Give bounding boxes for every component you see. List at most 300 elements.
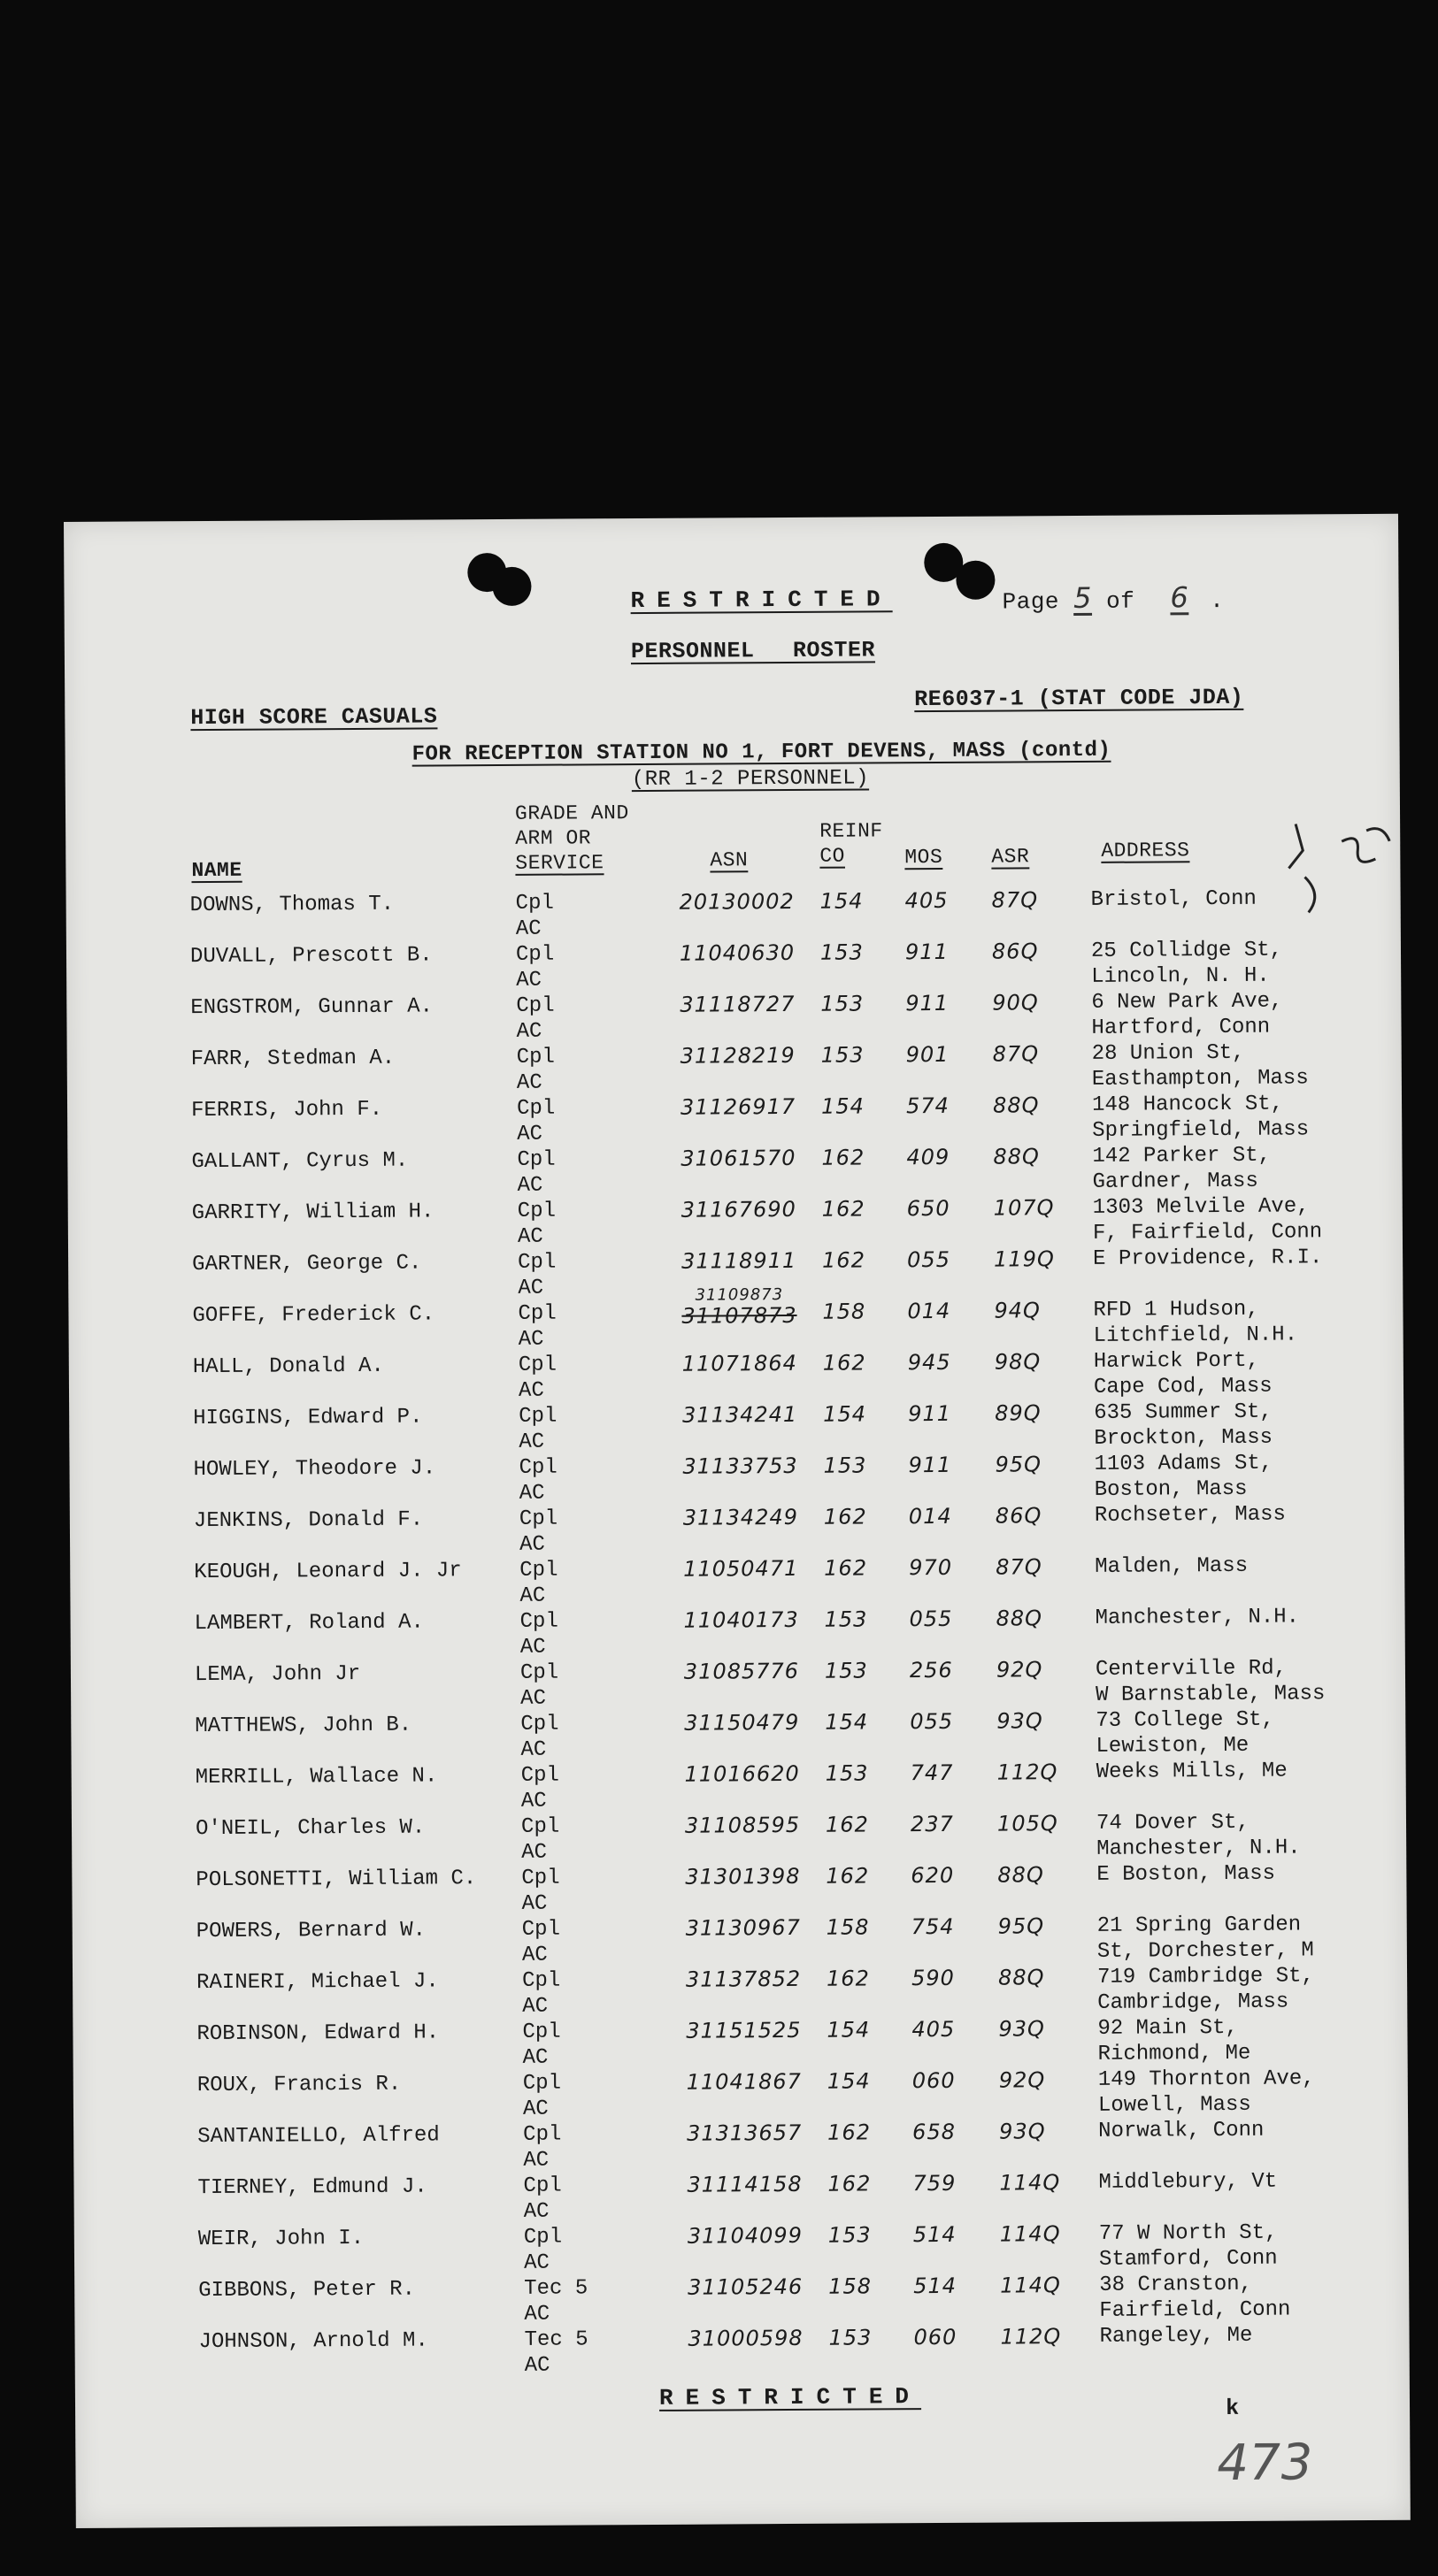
arm-cell: AC xyxy=(517,1122,543,1146)
table-row xyxy=(66,988,1401,1047)
arm-cell: AC xyxy=(524,2302,550,2327)
grade-cell: Cpl xyxy=(518,1353,558,1377)
address-line-2: Easthampton, Mass xyxy=(1091,1066,1309,1092)
name-cell: POWERS, Bernard W. xyxy=(196,1918,427,1944)
grade-cell: Cpl xyxy=(520,1763,559,1788)
asn-cell: 31167690 xyxy=(681,1196,796,1223)
asn-cell: 11050471 xyxy=(683,1555,799,1582)
name-cell: ROUX, Francis R. xyxy=(196,2072,402,2098)
address-line-2: Richmond, Me xyxy=(1097,2041,1251,2066)
mos-cell: 405 xyxy=(911,2016,956,2043)
col-asn: ASN xyxy=(710,848,749,872)
name-cell: RAINERI, Michael J. xyxy=(196,1969,439,1996)
grade-cell: Cpl xyxy=(515,891,554,916)
address-line-2: Lewiston, Me xyxy=(1096,1733,1250,1759)
grade-cell: Cpl xyxy=(516,993,555,1018)
arm-cell: AC xyxy=(523,2199,550,2224)
punch-hole-left-2 xyxy=(492,567,531,606)
arm-cell: AC xyxy=(519,1430,545,1454)
grade-cell: Tec 5 xyxy=(524,2276,588,2301)
grade-cell: Cpl xyxy=(522,1968,561,1993)
grade-cell: Cpl xyxy=(522,2071,562,2096)
asn-cell: 31313657 xyxy=(686,2120,803,2146)
mos-cell: 620 xyxy=(911,1862,955,1889)
mos-cell: 911 xyxy=(905,990,950,1016)
col-reinf-2: CO xyxy=(819,844,846,868)
arm-cell: AC xyxy=(518,1276,544,1300)
name-cell: SANTANIELLO, Alfred xyxy=(197,2123,440,2150)
asn-cell: 31108595 xyxy=(684,1812,801,1838)
asr-cell: 107Q xyxy=(993,1195,1055,1221)
col-grade-3: SERVICE xyxy=(515,851,604,875)
asr-cell: 95Q xyxy=(997,1913,1045,1939)
page-of: of xyxy=(1105,587,1135,615)
name-cell: HALL, Donald A. xyxy=(192,1353,384,1380)
address-line-1: 77 W North St, xyxy=(1098,2220,1278,2246)
name-cell: ROBINSON, Edward H. xyxy=(196,2020,440,2047)
mos-cell: 405 xyxy=(904,887,949,914)
asn-cell: 31114158 xyxy=(687,2171,803,2197)
grade-cell: Cpl xyxy=(521,1917,561,1942)
reinf-cell: 153 xyxy=(819,939,864,965)
asr-cell: 90Q xyxy=(992,990,1039,1016)
name-cell: LEMA, John Jr xyxy=(194,1661,361,1688)
name-cell: LAMBERT, Roland A. xyxy=(194,1610,424,1637)
col-mos: MOS xyxy=(904,845,943,870)
asr-cell: 114Q xyxy=(1000,2273,1061,2298)
asn-cell: 31085776 xyxy=(683,1658,800,1684)
address-line-2: Lincoln, N. H. xyxy=(1091,963,1270,989)
asn-cell: 31151525 xyxy=(686,2017,802,2043)
reinf-cell: 162 xyxy=(825,1812,869,1837)
address-line-2: Manchester, N.H. xyxy=(1096,1836,1301,1861)
asr-cell: 86Q xyxy=(991,939,1039,964)
asn-cell: 11041867 xyxy=(686,2068,802,2095)
asn-cell: 11016620 xyxy=(684,1760,800,1787)
arm-cell: AC xyxy=(520,1686,547,1711)
name-cell: HIGGINS, Edward P. xyxy=(193,1405,423,1431)
table-row xyxy=(73,2117,1408,2176)
address-line-1: 28 Union St, xyxy=(1091,1040,1245,1066)
table-row xyxy=(72,1758,1406,1817)
address-line-1: Bristol, Conn xyxy=(1090,886,1257,912)
arm-cell: AC xyxy=(522,1994,549,2019)
address-line-1: 1103 Adams St, xyxy=(1094,1451,1273,1476)
mos-cell: 055 xyxy=(909,1606,953,1632)
arm-cell: AC xyxy=(523,2148,550,2173)
arm-cell: AC xyxy=(518,1327,544,1352)
table-row xyxy=(69,1347,1403,1407)
asn-cell: 31301398 xyxy=(685,1863,801,1890)
left-title: HIGH SCORE CASUALS xyxy=(190,703,438,732)
asr-cell: 88Q xyxy=(992,1092,1040,1118)
arm-cell: AC xyxy=(524,2353,550,2378)
arm-cell: AC xyxy=(517,1224,543,1249)
asr-cell: 92Q xyxy=(998,2067,1046,2093)
arm-cell: AC xyxy=(515,916,542,941)
stat-code: RE6037-1 (STAT CODE JDA) xyxy=(914,684,1244,713)
asn-cell: 31128219 xyxy=(680,1042,796,1069)
mos-cell: 237 xyxy=(910,1811,954,1837)
mos-cell: 574 xyxy=(905,1092,950,1119)
table-row xyxy=(71,1655,1405,1714)
name-cell: GOFFE, Frederick C. xyxy=(192,1302,435,1329)
address-line-2: W Barnstable, Mass xyxy=(1096,1682,1326,1707)
mos-cell: 945 xyxy=(907,1349,951,1376)
arm-cell: AC xyxy=(521,1943,548,1967)
reinf-cell: 158 xyxy=(828,2273,873,2299)
address-line-1: 719 Cambridge St, xyxy=(1096,1964,1314,1990)
table-row xyxy=(68,1285,1403,1355)
reinf-cell: 162 xyxy=(827,2120,872,2145)
reinf-cell: 153 xyxy=(820,1042,865,1068)
col-name: NAME xyxy=(191,858,242,883)
address-line-2: Brockton, Mass xyxy=(1094,1425,1273,1451)
address-line-1: RFD 1 Hudson, xyxy=(1093,1297,1259,1322)
reinf-cell: 162 xyxy=(823,1504,867,1530)
table-row xyxy=(73,2014,1407,2074)
arm-cell: AC xyxy=(516,1070,542,1095)
name-cell: POLSONETTI, William C. xyxy=(196,1867,477,1893)
mos-cell: 055 xyxy=(907,1246,951,1273)
asn-cell: 31000598 xyxy=(688,2325,804,2351)
asr-cell: 86Q xyxy=(995,1503,1042,1529)
mos-cell: 590 xyxy=(911,1965,955,1991)
address-line-1: 148 Hancock St, xyxy=(1091,1092,1284,1117)
mos-cell: 658 xyxy=(912,2119,957,2145)
name-cell: DOWNS, Thomas T. xyxy=(189,892,395,918)
arm-cell: AC xyxy=(516,968,542,993)
reinf-cell: 154 xyxy=(820,1093,865,1119)
asn-cell: 11071864 xyxy=(681,1350,797,1376)
asr-cell: 105Q xyxy=(996,1811,1058,1836)
col-asr: ASR xyxy=(991,845,1030,869)
table-row xyxy=(74,2271,1409,2330)
table-row xyxy=(73,1912,1407,1971)
address-line-2: Cambridge, Mass xyxy=(1097,1990,1289,2015)
name-cell: TIERNEY, Edmund J. xyxy=(197,2174,427,2201)
asn-cell: 11040630 xyxy=(679,939,796,966)
asr-cell: 88Q xyxy=(993,1144,1040,1169)
mos-cell: 747 xyxy=(910,1760,954,1786)
address-line-1: Middlebury, Vt xyxy=(1098,2169,1278,2195)
address-line-1: Centerville Rd, xyxy=(1095,1656,1288,1682)
restricted-top: RESTRICTED xyxy=(630,586,893,615)
table-row xyxy=(72,1809,1406,1868)
grade-cell: Cpl xyxy=(522,2020,561,2044)
address-line-2: F, Fairfield, Conn xyxy=(1092,1220,1323,1246)
grade-cell: Cpl xyxy=(518,1250,557,1275)
table-row xyxy=(74,2220,1409,2279)
mos-cell: 911 xyxy=(908,1400,952,1427)
grade-cell: Cpl xyxy=(515,942,555,967)
address-line-2: St, Dorchester, M xyxy=(1096,1938,1314,1964)
asn-cell: 31118727 xyxy=(680,991,796,1017)
mos-cell: 514 xyxy=(912,2221,957,2248)
asn-cell: 31061570 xyxy=(681,1145,796,1171)
name-cell: JENKINS, Donald F. xyxy=(193,1507,424,1534)
asr-cell: 87Q xyxy=(991,887,1039,913)
asr-cell: 87Q xyxy=(992,1041,1040,1067)
asr-cell: 94Q xyxy=(994,1298,1041,1323)
address-line-1: E Boston, Mass xyxy=(1096,1861,1276,1887)
mos-cell: 055 xyxy=(910,1708,954,1735)
address-line-2: Boston, Mass xyxy=(1094,1476,1248,1502)
col-address: ADDRESS xyxy=(1101,839,1190,862)
table-row xyxy=(69,1399,1403,1458)
grade-cell: Cpl xyxy=(517,1147,556,1172)
grade-cell: Cpl xyxy=(519,1506,558,1531)
typist-initial: k xyxy=(1225,2395,1240,2422)
arm-cell: AC xyxy=(519,1583,546,1608)
name-cell: GALLANT, Cyrus M. xyxy=(191,1148,409,1175)
grade-cell: Cpl xyxy=(523,2225,563,2250)
asn-cell xyxy=(668,1287,810,1330)
grade-cell: Cpl xyxy=(520,1814,560,1839)
name-cell: O'NEIL, Charles W. xyxy=(195,1815,426,1842)
table-row xyxy=(71,1706,1405,1766)
arm-cell: AC xyxy=(519,1635,546,1660)
restricted-bottom: RESTRICTED xyxy=(658,2383,922,2411)
table-row xyxy=(69,1450,1403,1509)
reinf-cell: 153 xyxy=(820,991,865,1016)
reinf-cell: 153 xyxy=(824,1606,868,1632)
arm-cell: AC xyxy=(519,1532,545,1557)
arm-cell: AC xyxy=(522,2045,549,2070)
punch-hole-right-2 xyxy=(956,561,995,600)
address-line-2: Springfield, Mass xyxy=(1092,1117,1310,1143)
reinf-cell: 158 xyxy=(826,1914,870,1940)
asn-cell: 31134241 xyxy=(682,1401,798,1428)
asr-cell: 112Q xyxy=(1000,2324,1062,2350)
asr-cell: 112Q xyxy=(996,1760,1058,1785)
arm-cell: AC xyxy=(521,1891,548,1916)
personnel-line: (RR 1-2 PERSONNEL) xyxy=(631,766,870,793)
asn-cell: 11040173 xyxy=(683,1606,799,1633)
reinf-cell: 162 xyxy=(827,2171,872,2196)
grade-cell: Cpl xyxy=(521,1866,560,1890)
asr-cell: 119Q xyxy=(994,1246,1055,1272)
roster-title: PERSONNEL ROSTER xyxy=(630,637,876,665)
reinf-cell: 154 xyxy=(823,1401,867,1427)
reinf-cell: 162 xyxy=(821,1145,865,1170)
mos-cell: 256 xyxy=(909,1657,953,1683)
asn-correction: 31109873 xyxy=(695,1285,784,1305)
arm-cell: AC xyxy=(520,1789,547,1813)
mos-cell: 060 xyxy=(911,2067,956,2094)
reinf-cell: 162 xyxy=(826,1966,870,1991)
address-line-2: Litchfield, N.H. xyxy=(1093,1322,1298,1348)
grade-cell: Cpl xyxy=(523,2122,562,2147)
asr-cell: 114Q xyxy=(999,2170,1061,2196)
reinf-cell: 154 xyxy=(827,2017,871,2043)
reinf-cell: 153 xyxy=(825,1760,869,1786)
reinf-cell: 162 xyxy=(822,1350,866,1376)
reinf-cell: 162 xyxy=(822,1247,866,1273)
mos-cell: 014 xyxy=(908,1503,952,1530)
asr-cell: 93Q xyxy=(998,2016,1045,2042)
reinf-cell: 153 xyxy=(823,1453,867,1478)
address-line-2: Hartford, Conn xyxy=(1091,1015,1271,1040)
name-cell: GARRITY, William H. xyxy=(191,1200,434,1226)
station-line: FOR RECEPTION STATION NO 1, FORT DEVENS, MASS (contd) xyxy=(411,738,1111,767)
arm-cell: AC xyxy=(518,1378,544,1403)
name-cell: GIBBONS, Peter R. xyxy=(198,2277,416,2304)
address-line-1: Weeks Mills, Me xyxy=(1096,1759,1288,1784)
page-indicator: Page 5 of 6 . xyxy=(1002,580,1225,616)
mos-cell: 014 xyxy=(907,1298,951,1324)
roster-table xyxy=(66,886,1401,2378)
table-row xyxy=(70,1552,1404,1612)
asr-cell: 114Q xyxy=(999,2221,1061,2247)
mos-cell: 901 xyxy=(905,1041,950,1068)
grade-cell: Cpl xyxy=(516,1045,556,1070)
reinf-cell: 162 xyxy=(826,1863,870,1889)
name-cell: MERRILL, Wallace N. xyxy=(195,1764,438,1790)
name-cell: WEIR, John I. xyxy=(197,2226,365,2252)
table-row xyxy=(73,2066,1408,2125)
name-cell: GARTNER, George C. xyxy=(192,1251,422,1277)
table-row xyxy=(68,1193,1403,1253)
reinf-cell: 154 xyxy=(827,2068,871,2094)
table-row xyxy=(73,1963,1407,2022)
grade-cell: Cpl xyxy=(519,1660,559,1685)
asr-cell: 93Q xyxy=(996,1708,1043,1734)
arm-cell: AC xyxy=(522,2097,549,2121)
mos-cell: 970 xyxy=(909,1554,953,1581)
table-row xyxy=(67,1142,1402,1201)
address-line-1: 38 Cranston, xyxy=(1099,2272,1253,2297)
arm-cell: AC xyxy=(517,1173,543,1198)
address-line-1: Rangeley, Me xyxy=(1099,2323,1253,2349)
reinf-cell: 162 xyxy=(824,1555,868,1581)
mos-cell: 650 xyxy=(906,1195,950,1222)
arm-cell: AC xyxy=(523,2250,550,2275)
grade-cell: Cpl xyxy=(517,1199,557,1223)
reinf-cell: 158 xyxy=(822,1299,866,1324)
asn-cell: 31133753 xyxy=(682,1453,798,1479)
grade-cell: Cpl xyxy=(518,1301,557,1326)
name-cell: JOHNSON, Arnold M. xyxy=(198,2328,428,2355)
address-line-2: Lowell, Mass xyxy=(1097,2092,1251,2118)
address-line-1: 74 Dover St, xyxy=(1096,1810,1250,1836)
address-line-1: 92 Main St, xyxy=(1097,2015,1238,2041)
address-line-2: Cape Cod, Mass xyxy=(1093,1374,1273,1399)
reinf-cell: 154 xyxy=(819,888,864,914)
table-row xyxy=(72,1860,1406,1920)
address-line-1: E Providence, R.I. xyxy=(1093,1246,1323,1271)
asn-cell: 31118911 xyxy=(681,1247,797,1274)
asn-cell: 31150479 xyxy=(684,1709,800,1736)
address-line-1: 21 Spring Garden xyxy=(1096,1913,1302,1938)
mos-cell: 759 xyxy=(912,2170,957,2196)
address-line-1: 6 New Park Ave, xyxy=(1091,989,1283,1015)
address-line-1: 1303 Melvile Ave, xyxy=(1092,1194,1310,1220)
table-row xyxy=(73,2168,1408,2227)
mos-cell: 754 xyxy=(911,1913,955,1940)
asr-cell: 88Q xyxy=(996,1606,1043,1631)
mos-cell: 514 xyxy=(913,2273,957,2299)
address-line-1: 73 College St, xyxy=(1096,1707,1275,1733)
asr-cell: 88Q xyxy=(997,1862,1044,1888)
name-cell: KEOUGH, Leonard J. Jr xyxy=(194,1559,462,1585)
arm-cell: AC xyxy=(519,1481,545,1506)
asr-cell: 92Q xyxy=(996,1657,1043,1683)
name-cell: MATTHEWS, John B. xyxy=(195,1713,412,1739)
asn-cell: 31126917 xyxy=(680,1093,796,1120)
table-row xyxy=(67,1091,1402,1150)
name-cell: DUVALL, Prescott B. xyxy=(189,943,433,970)
handwritten-number: 473 xyxy=(1217,2434,1314,2493)
mos-cell: 060 xyxy=(913,2324,957,2350)
reinf-cell: 153 xyxy=(828,2325,873,2350)
address-line-1: 635 Summer St, xyxy=(1094,1399,1273,1425)
asn-cell: 31137852 xyxy=(685,1966,802,1992)
reinf-cell: 153 xyxy=(824,1658,868,1683)
mos-cell: 911 xyxy=(908,1452,952,1478)
name-cell: HOWLEY, Theodore J. xyxy=(193,1456,436,1483)
page-number: 5 xyxy=(1073,580,1093,616)
address-line-2: Gardner, Mass xyxy=(1092,1169,1258,1194)
address-line-1: Norwalk, Conn xyxy=(1098,2118,1265,2143)
asr-cell: 95Q xyxy=(995,1452,1042,1477)
grade-cell: Cpl xyxy=(523,2174,562,2198)
asr-cell: 87Q xyxy=(996,1554,1042,1580)
table-row xyxy=(70,1501,1404,1560)
address-line-1: Harwick Port, xyxy=(1093,1348,1260,1374)
page-label: Page xyxy=(1002,588,1060,616)
table-row xyxy=(66,937,1401,996)
roster-page xyxy=(64,514,1411,2528)
table-row xyxy=(74,2322,1409,2381)
table-row xyxy=(66,886,1401,945)
reinf-cell: 162 xyxy=(821,1196,865,1222)
arm-cell: AC xyxy=(516,1019,542,1044)
grade-cell: Cpl xyxy=(519,1404,558,1429)
arm-cell: AC xyxy=(521,1840,548,1865)
address-line-1: Malden, Mass xyxy=(1095,1553,1249,1579)
asr-cell: 89Q xyxy=(995,1400,1042,1426)
asn-cell: 20130002 xyxy=(679,888,795,915)
grade-cell: Cpl xyxy=(520,1712,559,1736)
table-row xyxy=(67,1039,1402,1099)
mos-cell: 911 xyxy=(904,939,949,965)
address-line-1: 149 Thornton Ave, xyxy=(1097,2066,1315,2092)
address-line-2: Stamford, Conn xyxy=(1098,2246,1278,2272)
grade-cell: Cpl xyxy=(519,1558,558,1583)
col-grade-1: GRADE AND xyxy=(514,801,629,825)
name-cell: FARR, Stedman A. xyxy=(190,1046,396,1072)
reinf-cell: 153 xyxy=(827,2222,872,2248)
asn-original: 31107873 xyxy=(681,1302,797,1329)
address-line-1: Rochseter, Mass xyxy=(1094,1502,1287,1528)
asn-cell: 31130967 xyxy=(685,1914,801,1941)
address-line-1: 25 Collidge St, xyxy=(1090,938,1283,963)
name-cell: ENGSTROM, Gunnar A. xyxy=(190,994,434,1021)
asn-cell: 31105246 xyxy=(688,2273,804,2300)
mos-cell: 409 xyxy=(906,1144,950,1170)
asr-cell: 93Q xyxy=(999,2119,1046,2144)
table-row xyxy=(71,1604,1405,1663)
col-grade-2: ARM OR xyxy=(515,826,592,850)
asn-cell: 31104099 xyxy=(687,2222,804,2249)
grade-cell: Tec 5 xyxy=(524,2327,588,2352)
grade-cell: Cpl xyxy=(516,1096,556,1121)
address-line-1: Manchester, N.H. xyxy=(1095,1605,1300,1630)
address-line-2: Fairfield, Conn xyxy=(1099,2297,1291,2323)
grade-cell: Cpl xyxy=(519,1455,558,1480)
address-line-1: 142 Parker St, xyxy=(1092,1143,1272,1169)
